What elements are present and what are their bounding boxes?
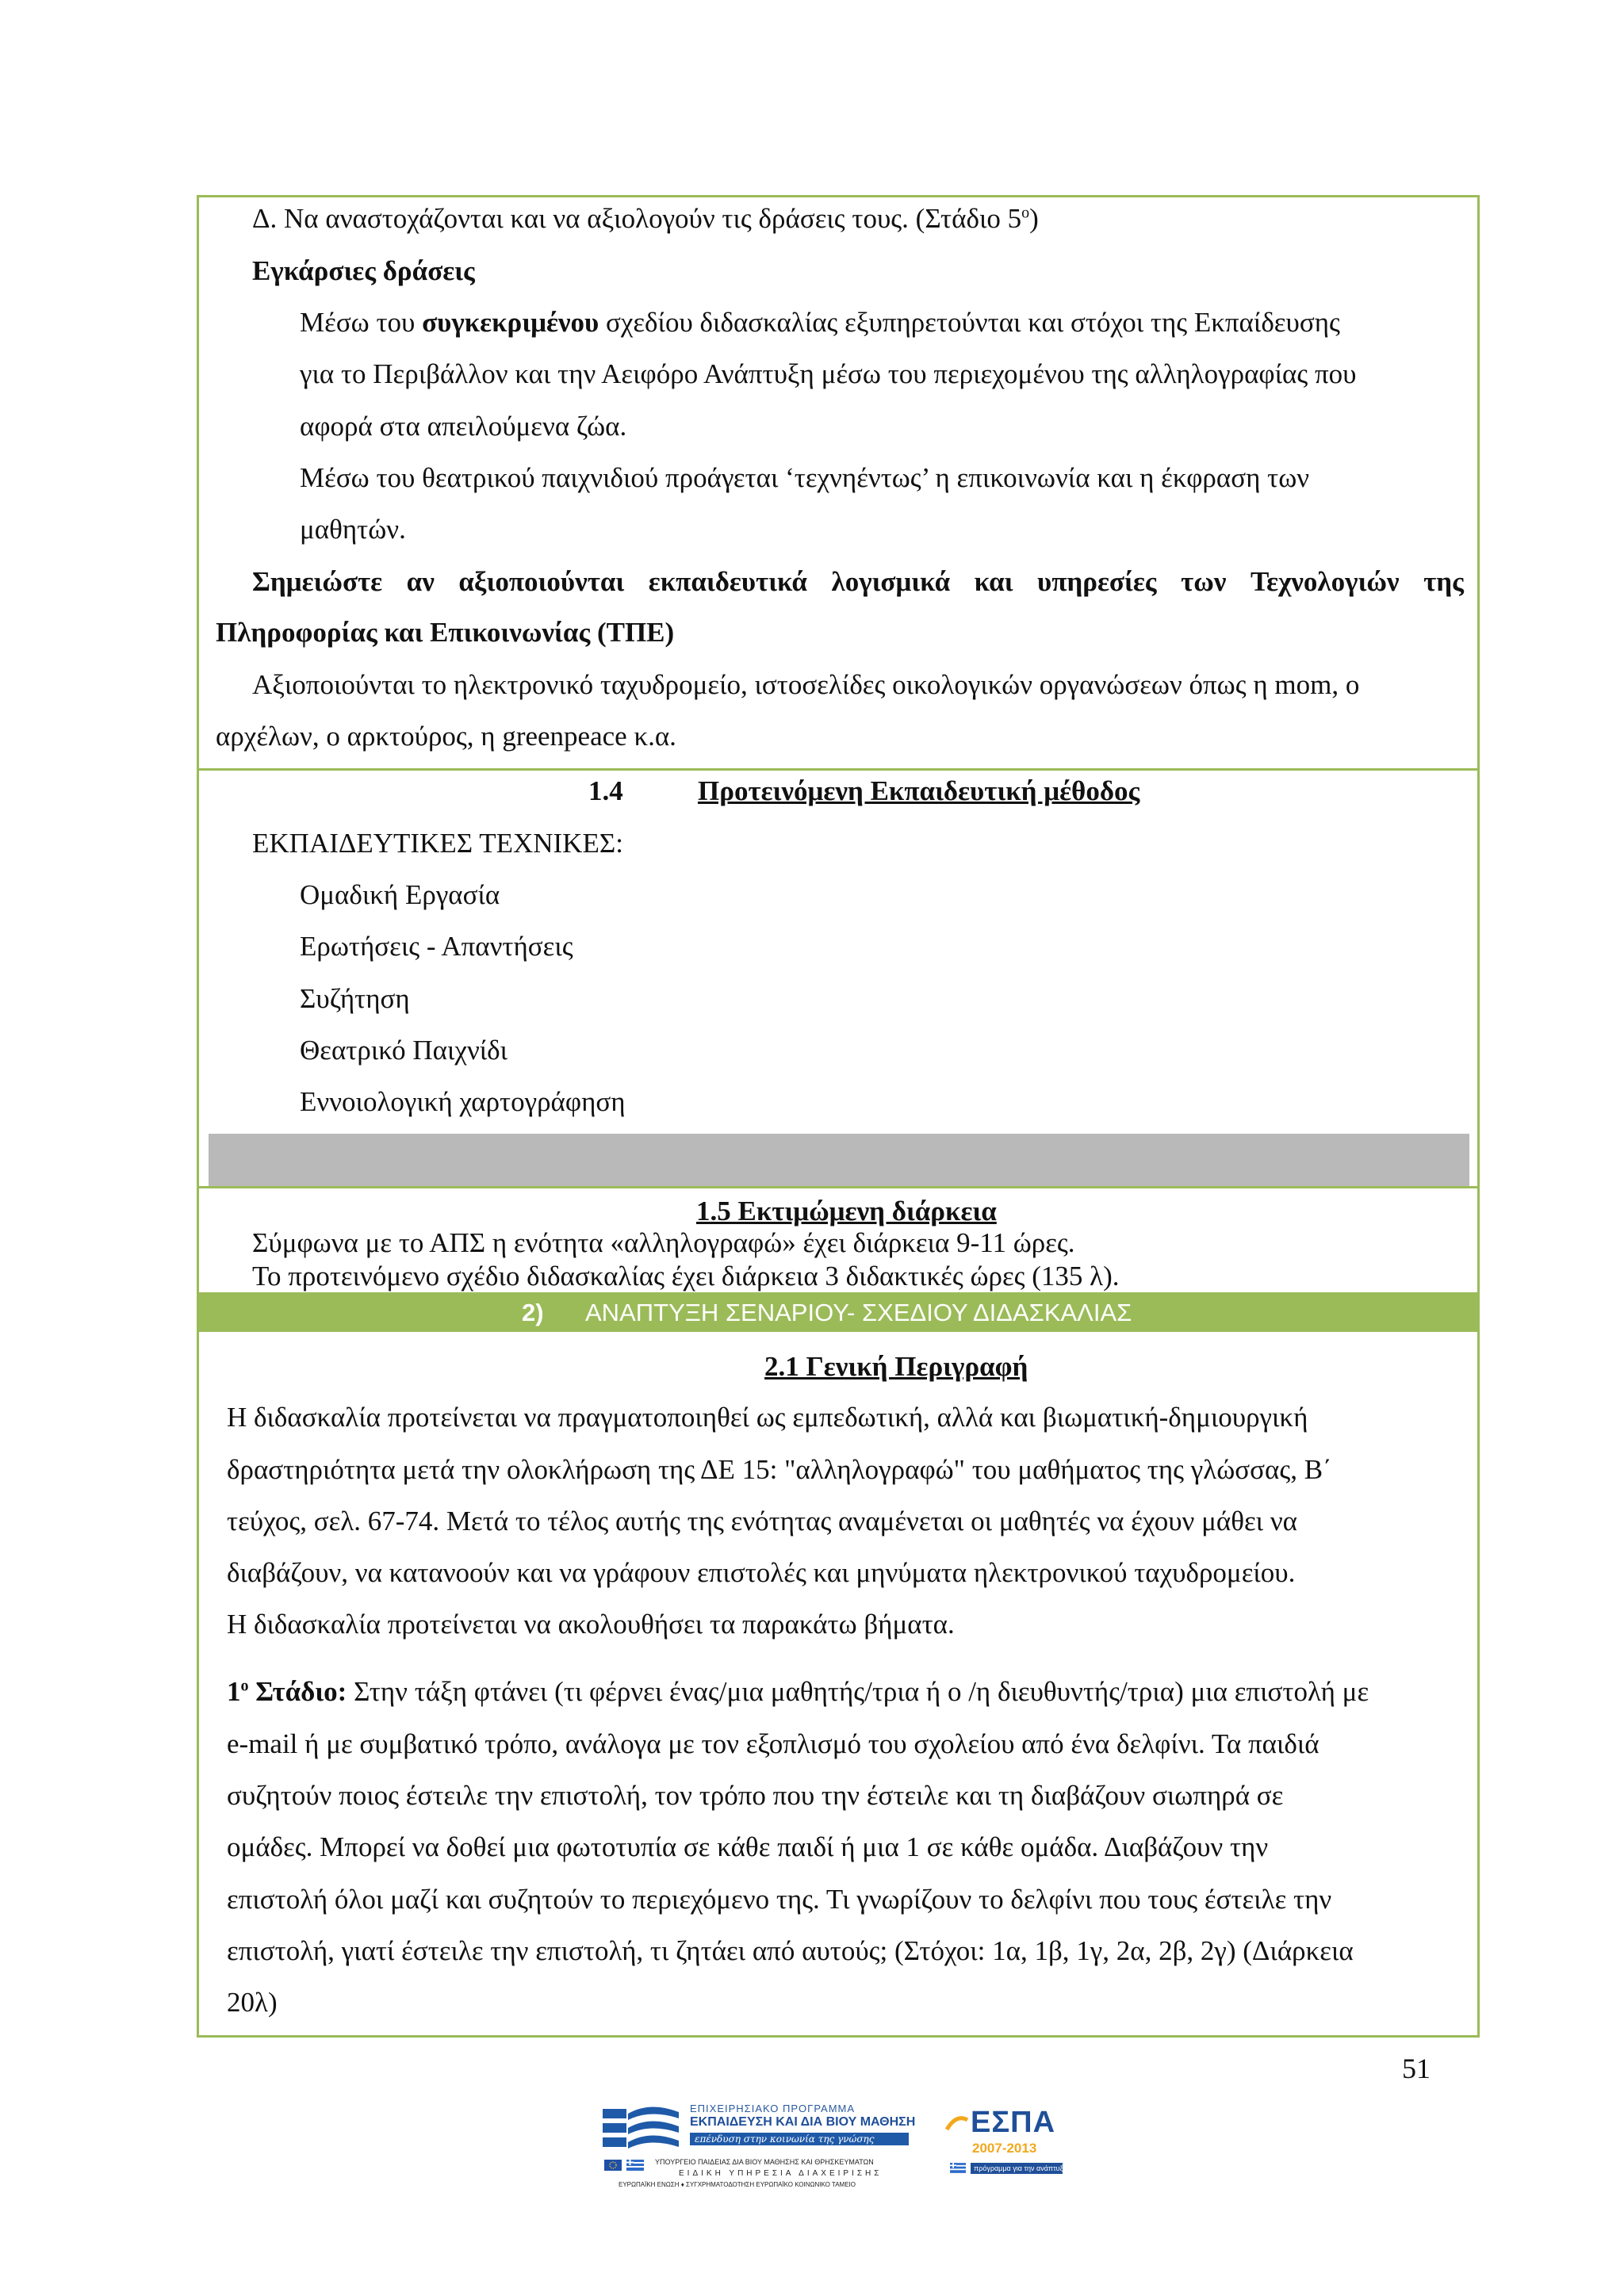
program-slogan: επένδυση στην κοινωνία της γνώσης xyxy=(690,2133,909,2145)
espa-years: 2007-2013 xyxy=(972,2141,1037,2156)
eu-flag-icon xyxy=(604,2160,622,2171)
technique-item: Θεατρικό Παιχνίδι xyxy=(300,1035,508,1066)
intro-line: διαβάζουν, να κατανοούν και να γράφουν επιστολές και μηνύματα ηλεκτρονικού ταχυδρομείου. xyxy=(227,1557,1296,1588)
intro-line: Η διδασκαλία προτείνεται να ακολουθήσει τα παρακάτω βήματα. xyxy=(227,1609,955,1640)
stage1-line: επιστολή, γιατί έστειλε την επιστολή, τι ζητάει από αυτούς; (Στόχοι: 1α, 1β, 1γ, 2α, 2β, 2γ) (Διάρκεια xyxy=(227,1935,1354,1966)
service-line: ΕΙΔΙΚΗ ΥΠΗΡΕΣΙΑ ΔΙΑΧΕΙΡΙΣΗΣ xyxy=(679,2169,883,2178)
stage1-line: ομάδες. Μπορεί να δοθεί μια φωτοτυπία σε κάθε παιδί ή μια 1 σε κάθε ομάδα. Διαβάζουν την xyxy=(227,1831,1269,1862)
espa-text: ΕΣΠΑ xyxy=(971,2106,1056,2139)
stage1-line: επιστολή όλοι μαζί και συζητούν το περιεχόμενο της. Τι γνωρίζουν το δελφίνι που τους έστειλε την xyxy=(227,1884,1332,1915)
program-line1: ΕΠΙΧΕΙΡΗΣΙΑΚΟ ΠΡΟΓΡΑΜΜΑ xyxy=(690,2103,856,2114)
technique-item: Ερωτήσεις - Απαντήσεις xyxy=(300,931,573,962)
espa-slogan: πρόγραμμα για την ανάπτυξη xyxy=(971,2163,1063,2174)
ministry-line: ΥΠΟΥΡΓΕΙΟ ΠΑΙΔΕΙΑΣ ΔΙΑ ΒΙΟΥ ΜΑΘΗΣΗΣ ΚΑΙ ΘΡΗΣΚΕΥΜΑΤΩΝ xyxy=(655,2158,874,2166)
cross-actions-heading: Εγκάρσιες δράσεις xyxy=(252,255,475,286)
eu-line: ΕΥΡΩΠΑΪΚΗ ΕΝΩΣΗ ♦ ΣΥΓΧΡΗΜΑΤΟΔΟΤΗΣΗ ΕΥΡΩΠΑΪΚΟ ΚΟΙΝΩΝΙΚΟ ΤΑΜΕΙΟ xyxy=(619,2181,856,2188)
stage1-first-line: $1^o$ Στάδιο: Στην τάξη φτάνει (τι φέρνει ένας/μια μαθητής/τρια ή ο /η διευθυντής/τρια) μια επιστολή με xyxy=(227,1676,1369,1707)
cross-actions-p2-line1: Μέσω του θεατρικού παιχνιδιού προάγεται ‘τεχνηέντως’ η επικοινωνία και η έκφραση των xyxy=(300,462,1310,493)
intro-line: δραστηριότητα μετά την ολοκλήρωση της ΔΕ 15: "αλληλογραφώ" του μαθήματος της γλώσσας, Β΄ xyxy=(227,1454,1332,1485)
cross-actions-p1-line3: αφορά στα απειλούμενα ζώα. xyxy=(300,411,627,442)
program-logo xyxy=(603,2101,920,2192)
duration-line1: Σύμφωνα με το ΑΠΣ η ενότητα «αλληλογραφώ» έχει διάρκεια 9-11 ώρες. xyxy=(252,1227,1075,1258)
espa-swoosh-icon xyxy=(945,2112,969,2136)
goal-d-line: Δ. Να αναστοχάζονται και να αξιολογούν τις δράσεις τους. (Στάδιο $5^o$) xyxy=(252,203,1039,234)
technique-item: Εννοιολογική χαρτογράφηση xyxy=(300,1086,626,1117)
scenario-header-band xyxy=(197,1292,1480,1332)
technique-item: Συζήτηση xyxy=(300,983,410,1014)
stage1-line: e-mail ή με συμβατικό τρόπο, ανάλογα με τον εξοπλισμό του σχολείου από ένα δελφίνι. Τα παιδιά xyxy=(227,1728,1320,1759)
ict-heading-line1: Σημειώστε αν αξιοποιούνται εκπαιδευτικά λογισμικά και υπηρεσίες των Τεχνολογιών της xyxy=(252,566,1464,597)
techniques-heading: ΕΚΠΑΙΔΕΥΤΙΚΕΣ ΤΕΧΝΙΚΕΣ: xyxy=(252,828,623,859)
ict-body-line1: Αξιοποιούνται το ηλεκτρονικό ταχυδρομείο, ιστοσελίδες οικολογικών οργανώσεων όπως η mom, ο xyxy=(252,669,1360,700)
technique-item: Ομαδική Εργασία xyxy=(300,879,500,910)
waves-icon xyxy=(603,2104,682,2160)
ict-heading-line2: Πληροφορίας και Επικοινωνίας (ΤΠΕ) xyxy=(216,617,675,648)
intro-line: Η διδασκαλία προτείνεται να πραγματοποιηθεί ως εμπεδωτική, αλλά και βιωματική-δημιουργική xyxy=(227,1402,1308,1433)
greek-flag-icon xyxy=(626,2160,644,2171)
stage1-line: συζητούν ποιος έστειλε την επιστολή, τον τρόπο που την έστειλε και τη διαβάζουν σιωπηρά σε xyxy=(227,1780,1284,1811)
greek-flag-icon xyxy=(950,2163,966,2173)
page-number: 51 xyxy=(1402,2053,1431,2084)
ict-body-line2: αρχέλων, ο αρκτούρος, η greenpeace κ.α. xyxy=(216,721,676,752)
method-section-number: 1.4 xyxy=(588,775,623,806)
program-line2: ΕΚΠΑΙΔΕΥΣΗ ΚΑΙ ΔΙΑ ΒΙΟΥ ΜΑΘΗΣΗ xyxy=(690,2115,916,2129)
stage1-line: 20λ) xyxy=(227,1987,278,2018)
cross-actions-p2-line2: μαθητών. xyxy=(300,514,406,545)
scenario-number: 2) xyxy=(522,1299,544,1326)
cross-actions-p1-line2: για το Περιβάλλον και την Αειφόρο Ανάπτυξη μέσω του περιεχομένου της αλληλογραφίας που xyxy=(300,358,1357,389)
espa-logo xyxy=(944,2106,1071,2185)
intro-line: τεύχος, σελ. 67-74. Μετά το τέλος αυτής της ενότητας αναμένεται οι μαθητές να έχουν μάθει να xyxy=(227,1506,1297,1536)
scenario-title: ΑΝΑΠΤΥΞΗ ΣΕΝΑΡΙΟΥ- ΣΧΕΔΙΟΥ ΔΙΔΑΣΚΑΛΙΑΣ xyxy=(585,1299,1132,1326)
shaded-row xyxy=(209,1134,1469,1186)
method-section-title: Προτεινόμενη Εκπαιδευτική μέθοδος xyxy=(698,775,1140,806)
duration-line2: Το προτεινόμενο σχέδιο διδασκαλίας έχει διάρκεια 3 διδακτικές ώρες (135 λ). xyxy=(252,1261,1120,1292)
duration-title: 1.5 Εκτιμώμενη διάρκεια xyxy=(696,1196,997,1226)
cross-actions-p1-line1: Μέσω του συγκεκριμένου σχεδίου διδασκαλίας εξυπηρετούνται και στόχοι της Εκπαίδευσης xyxy=(300,307,1340,338)
general-description-title: 2.1 Γενική Περιγραφή xyxy=(764,1351,1028,1382)
